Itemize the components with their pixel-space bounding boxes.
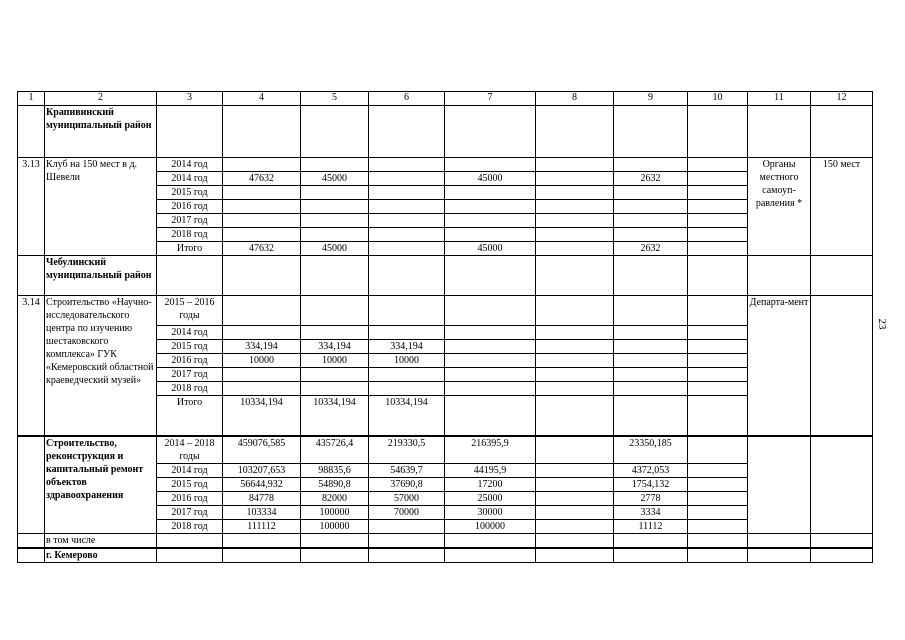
value-cell: 219330,5 — [369, 436, 445, 464]
value-cell: 10334,194 — [301, 396, 369, 436]
value-cell: 10000 — [301, 354, 369, 368]
value-cell: 10334,194 — [369, 396, 445, 436]
value-cell: 54890,8 — [301, 477, 369, 491]
value-cell: 98835,6 — [301, 463, 369, 477]
column-number-row — [18, 92, 873, 106]
value-cell: 100000 — [445, 519, 536, 533]
value-cell: 45000 — [445, 242, 536, 256]
value-cell: 10000 — [223, 354, 301, 368]
year-cell: 2014 год — [157, 463, 223, 477]
value-cell: 10334,194 — [223, 396, 301, 436]
value-cell: 54639,7 — [369, 463, 445, 477]
value-cell: 100000 — [301, 505, 369, 519]
value-cell — [614, 158, 688, 172]
item-name: Строительство, реконструкция и капитальный ремонт объектов здравоохранения — [45, 436, 157, 534]
value-cell: 30000 — [445, 505, 536, 519]
section-title-row — [18, 256, 873, 296]
col-num-5: 5 — [301, 92, 369, 106]
col-num-6: 6 — [369, 92, 445, 106]
value-cell — [369, 519, 445, 533]
col-num-8: 8 — [536, 92, 614, 106]
year-cell: 2018 год — [157, 228, 223, 242]
value-cell: 103334 — [223, 505, 301, 519]
value-cell: 216395,9 — [445, 436, 536, 464]
value-cell: 57000 — [369, 491, 445, 505]
value-cell: 2632 — [614, 242, 688, 256]
capacity: 150 мест — [811, 158, 873, 256]
col-num-7: 7 — [445, 92, 536, 106]
value-cell: 334,194 — [369, 340, 445, 354]
year-cell: Итого — [157, 242, 223, 256]
value-cell — [369, 158, 445, 172]
year-cell: 2017 год — [157, 368, 223, 382]
year-cell: 2015 год — [157, 340, 223, 354]
table-row — [18, 158, 873, 172]
value-cell: 84778 — [223, 491, 301, 505]
value-cell: 17200 — [445, 477, 536, 491]
item-number: 3.13 — [18, 158, 45, 256]
value-cell — [445, 158, 536, 172]
section-title: Крапивинский муниципальный район — [45, 106, 157, 158]
responsible-org: Департа-мент — [748, 296, 811, 436]
year-cell: 2016 год — [157, 200, 223, 214]
value-cell: 45000 — [301, 172, 369, 186]
value-cell: 37690,8 — [369, 477, 445, 491]
value-cell — [369, 172, 445, 186]
value-cell: 1754,132 — [614, 477, 688, 491]
table-row — [18, 533, 873, 548]
year-cell: 2015 – 2016 годы — [157, 296, 223, 326]
page-number: 23 — [876, 318, 888, 330]
value-cell: 103207,653 — [223, 463, 301, 477]
value-cell: 23350,185 — [614, 436, 688, 464]
col-num-9: 9 — [614, 92, 688, 106]
year-cell: 2014 год — [157, 158, 223, 172]
year-cell: 2015 год — [157, 186, 223, 200]
year-cell: 2015 год — [157, 477, 223, 491]
value-cell: 2632 — [614, 172, 688, 186]
year-cell: 2017 год — [157, 505, 223, 519]
value-cell: 4372,053 — [614, 463, 688, 477]
value-cell: 47632 — [223, 242, 301, 256]
col-num-10: 10 — [688, 92, 748, 106]
col-num-3: 3 — [157, 92, 223, 106]
value-cell: 56644,932 — [223, 477, 301, 491]
table-row — [18, 296, 873, 326]
col-num-12: 12 — [811, 92, 873, 106]
value-cell: 435726,4 — [301, 436, 369, 464]
item-number: 3.14 — [18, 296, 45, 436]
value-cell: 82000 — [301, 491, 369, 505]
value-cell: 100000 — [301, 519, 369, 533]
value-cell: 459076,585 — [223, 436, 301, 464]
value-cell: 25000 — [445, 491, 536, 505]
value-cell — [223, 158, 301, 172]
including-label: в том числе — [45, 533, 157, 548]
col-num-11: 11 — [748, 92, 811, 106]
year-cell: 2018 год — [157, 519, 223, 533]
year-cell: 2017 год — [157, 214, 223, 228]
budget-table — [17, 91, 873, 563]
value-cell: 45000 — [445, 172, 536, 186]
year-cell: Итого — [157, 396, 223, 436]
value-cell: 111112 — [223, 519, 301, 533]
table-row — [18, 436, 873, 464]
table-row — [18, 548, 873, 563]
value-cell: 47632 — [223, 172, 301, 186]
value-cell: 70000 — [369, 505, 445, 519]
year-cell: 2014 год — [157, 172, 223, 186]
year-cell: 2016 год — [157, 491, 223, 505]
city-label: г. Кемерово — [45, 548, 157, 563]
value-cell: 10000 — [369, 354, 445, 368]
value-cell: 44195,9 — [445, 463, 536, 477]
col-num-1: 1 — [18, 92, 45, 106]
item-name: Строительство «Научно-исследовательского центра по изучению шестаковского комплекса» ГУК «Кемеровский областной краеведческий музей» — [45, 296, 157, 436]
col-num-4: 4 — [223, 92, 301, 106]
value-cell: 11112 — [614, 519, 688, 533]
year-cell: 2014 – 2018 годы — [157, 436, 223, 464]
year-cell: 2016 год — [157, 354, 223, 368]
value-cell: 3334 — [614, 505, 688, 519]
value-cell: 334,194 — [223, 340, 301, 354]
col-num-2: 2 — [45, 92, 157, 106]
item-name: Клуб на 150 мест в д. Шевели — [45, 158, 157, 256]
year-cell: 2014 год — [157, 326, 223, 340]
year-cell: 2018 год — [157, 382, 223, 396]
responsible-org: Органы местного самоуп-равления * — [748, 158, 811, 256]
value-cell: 45000 — [301, 242, 369, 256]
value-cell — [369, 242, 445, 256]
value-cell — [301, 158, 369, 172]
value-cell: 2778 — [614, 491, 688, 505]
section-title: Чебулинский муниципальный район — [45, 256, 157, 296]
section-title-row — [18, 106, 873, 158]
value-cell: 334,194 — [301, 340, 369, 354]
